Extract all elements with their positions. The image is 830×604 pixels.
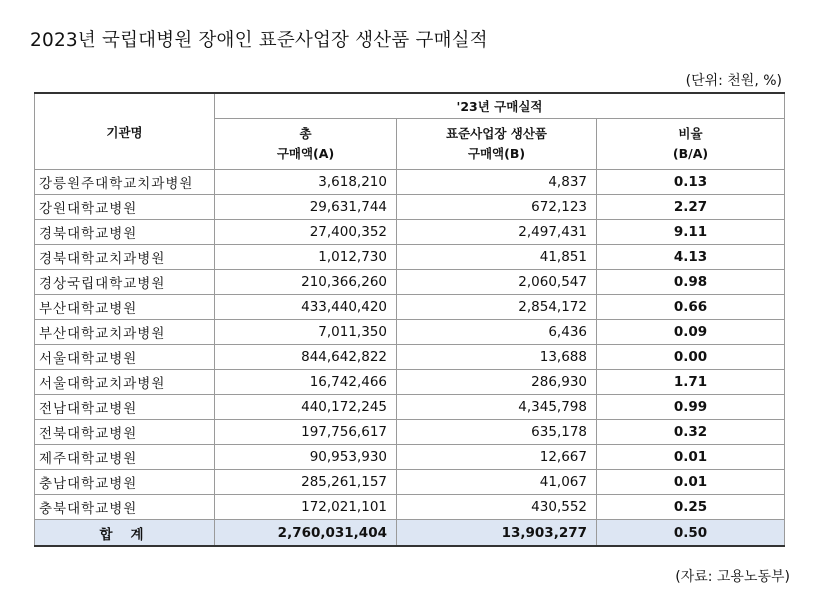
standard-amount: 41,067	[397, 470, 597, 495]
total-amount-header-line2: 구매액(A)	[276, 146, 335, 161]
period-header: '23년 구매실적	[215, 93, 785, 119]
standard-amount: 6,436	[397, 320, 597, 345]
total-amount: 433,440,420	[215, 295, 397, 320]
total-amount-header	[215, 119, 397, 170]
total-amount: 7,011,350	[215, 320, 397, 345]
agency-header	[35, 93, 215, 170]
ratio-value: 0.01	[597, 470, 785, 495]
total-amount: 172,021,101	[215, 495, 397, 520]
table-row	[35, 395, 785, 420]
table-body	[35, 170, 785, 547]
total-amount: 440,172,245	[215, 395, 397, 420]
standard-amount: 2,497,431	[397, 220, 597, 245]
table-row	[35, 470, 785, 495]
ratio-header	[597, 119, 785, 170]
agency-name: 충북대학교병원	[35, 495, 215, 520]
ratio-value: 0.00	[597, 345, 785, 370]
agency-name: 부산대학교병원	[35, 295, 215, 320]
agency-name: 전남대학교병원	[35, 395, 215, 420]
agency-name: 제주대학교병원	[35, 445, 215, 470]
agency-name: 강릉원주대학교치과병원	[35, 170, 215, 195]
total-row-label: 합계	[35, 520, 215, 547]
total-row	[35, 520, 785, 547]
ratio-value: 0.32	[597, 420, 785, 445]
ratio-header-line1: 비율	[678, 126, 703, 141]
total-amount: 1,012,730	[215, 245, 397, 270]
table-row	[35, 345, 785, 370]
total-row-standard-amount: 13,903,277	[397, 520, 597, 547]
source-note: (자료: 고용노동부)	[675, 569, 790, 585]
agency-header-label: 기관명	[106, 124, 143, 140]
ratio-header-line2: (B/A)	[672, 146, 709, 161]
standard-amount: 12,667	[397, 445, 597, 470]
agency-name: 강원대학교병원	[35, 195, 215, 220]
table-row	[35, 445, 785, 470]
ratio-value: 0.25	[597, 495, 785, 520]
agency-name: 서울대학교병원	[35, 345, 215, 370]
standard-amount: 4,837	[397, 170, 597, 195]
agency-name: 전북대학교병원	[35, 420, 215, 445]
table-row	[35, 295, 785, 320]
table-row	[35, 370, 785, 395]
standard-amount: 286,930	[397, 370, 597, 395]
standard-amount-header-line1: 표준사업장 생산품	[446, 126, 547, 141]
total-amount: 197,756,617	[215, 420, 397, 445]
purchase-table	[34, 92, 785, 547]
ratio-value: 2.27	[597, 195, 785, 220]
agency-name: 경북대학교병원	[35, 220, 215, 245]
total-row-ratio: 0.50	[597, 520, 785, 547]
table-row	[35, 245, 785, 270]
table-row	[35, 420, 785, 445]
total-amount: 27,400,352	[215, 220, 397, 245]
page-title: 2023년 국립대병원 장애인 표준사업장 생산품 구매실적	[30, 30, 488, 51]
standard-amount-header-line2: 구매액(B)	[467, 146, 526, 161]
standard-amount: 13,688	[397, 345, 597, 370]
ratio-value: 0.13	[597, 170, 785, 195]
standard-amount-header	[397, 119, 597, 170]
standard-amount: 4,345,798	[397, 395, 597, 420]
agency-name: 부산대학교치과병원	[35, 320, 215, 345]
standard-amount: 672,123	[397, 195, 597, 220]
table-row	[35, 220, 785, 245]
unit-note: (단위: 천원, %)	[685, 73, 782, 89]
total-amount: 29,631,744	[215, 195, 397, 220]
standard-amount: 2,854,172	[397, 295, 597, 320]
agency-name: 경북대학교치과병원	[35, 245, 215, 270]
ratio-value: 0.99	[597, 395, 785, 420]
standard-amount: 2,060,547	[397, 270, 597, 295]
standard-amount: 635,178	[397, 420, 597, 445]
ratio-value: 0.98	[597, 270, 785, 295]
standard-amount: 430,552	[397, 495, 597, 520]
table-row	[35, 495, 785, 520]
table-row	[35, 320, 785, 345]
total-amount: 285,261,157	[215, 470, 397, 495]
ratio-value: 1.71	[597, 370, 785, 395]
table-row	[35, 270, 785, 295]
agency-name: 경상국립대학교병원	[35, 270, 215, 295]
total-amount: 844,642,822	[215, 345, 397, 370]
total-amount: 16,742,466	[215, 370, 397, 395]
ratio-value: 0.09	[597, 320, 785, 345]
table-row	[35, 195, 785, 220]
ratio-value: 9.11	[597, 220, 785, 245]
table-row	[35, 170, 785, 195]
ratio-value: 0.66	[597, 295, 785, 320]
ratio-value: 0.01	[597, 445, 785, 470]
total-row-total-amount: 2,760,031,404	[215, 520, 397, 547]
standard-amount: 41,851	[397, 245, 597, 270]
agency-name: 충남대학교병원	[35, 470, 215, 495]
total-amount: 210,366,260	[215, 270, 397, 295]
total-amount-header-line1: 총	[299, 126, 312, 141]
ratio-value: 4.13	[597, 245, 785, 270]
total-amount: 3,618,210	[215, 170, 397, 195]
agency-name: 서울대학교치과병원	[35, 370, 215, 395]
total-amount: 90,953,930	[215, 445, 397, 470]
